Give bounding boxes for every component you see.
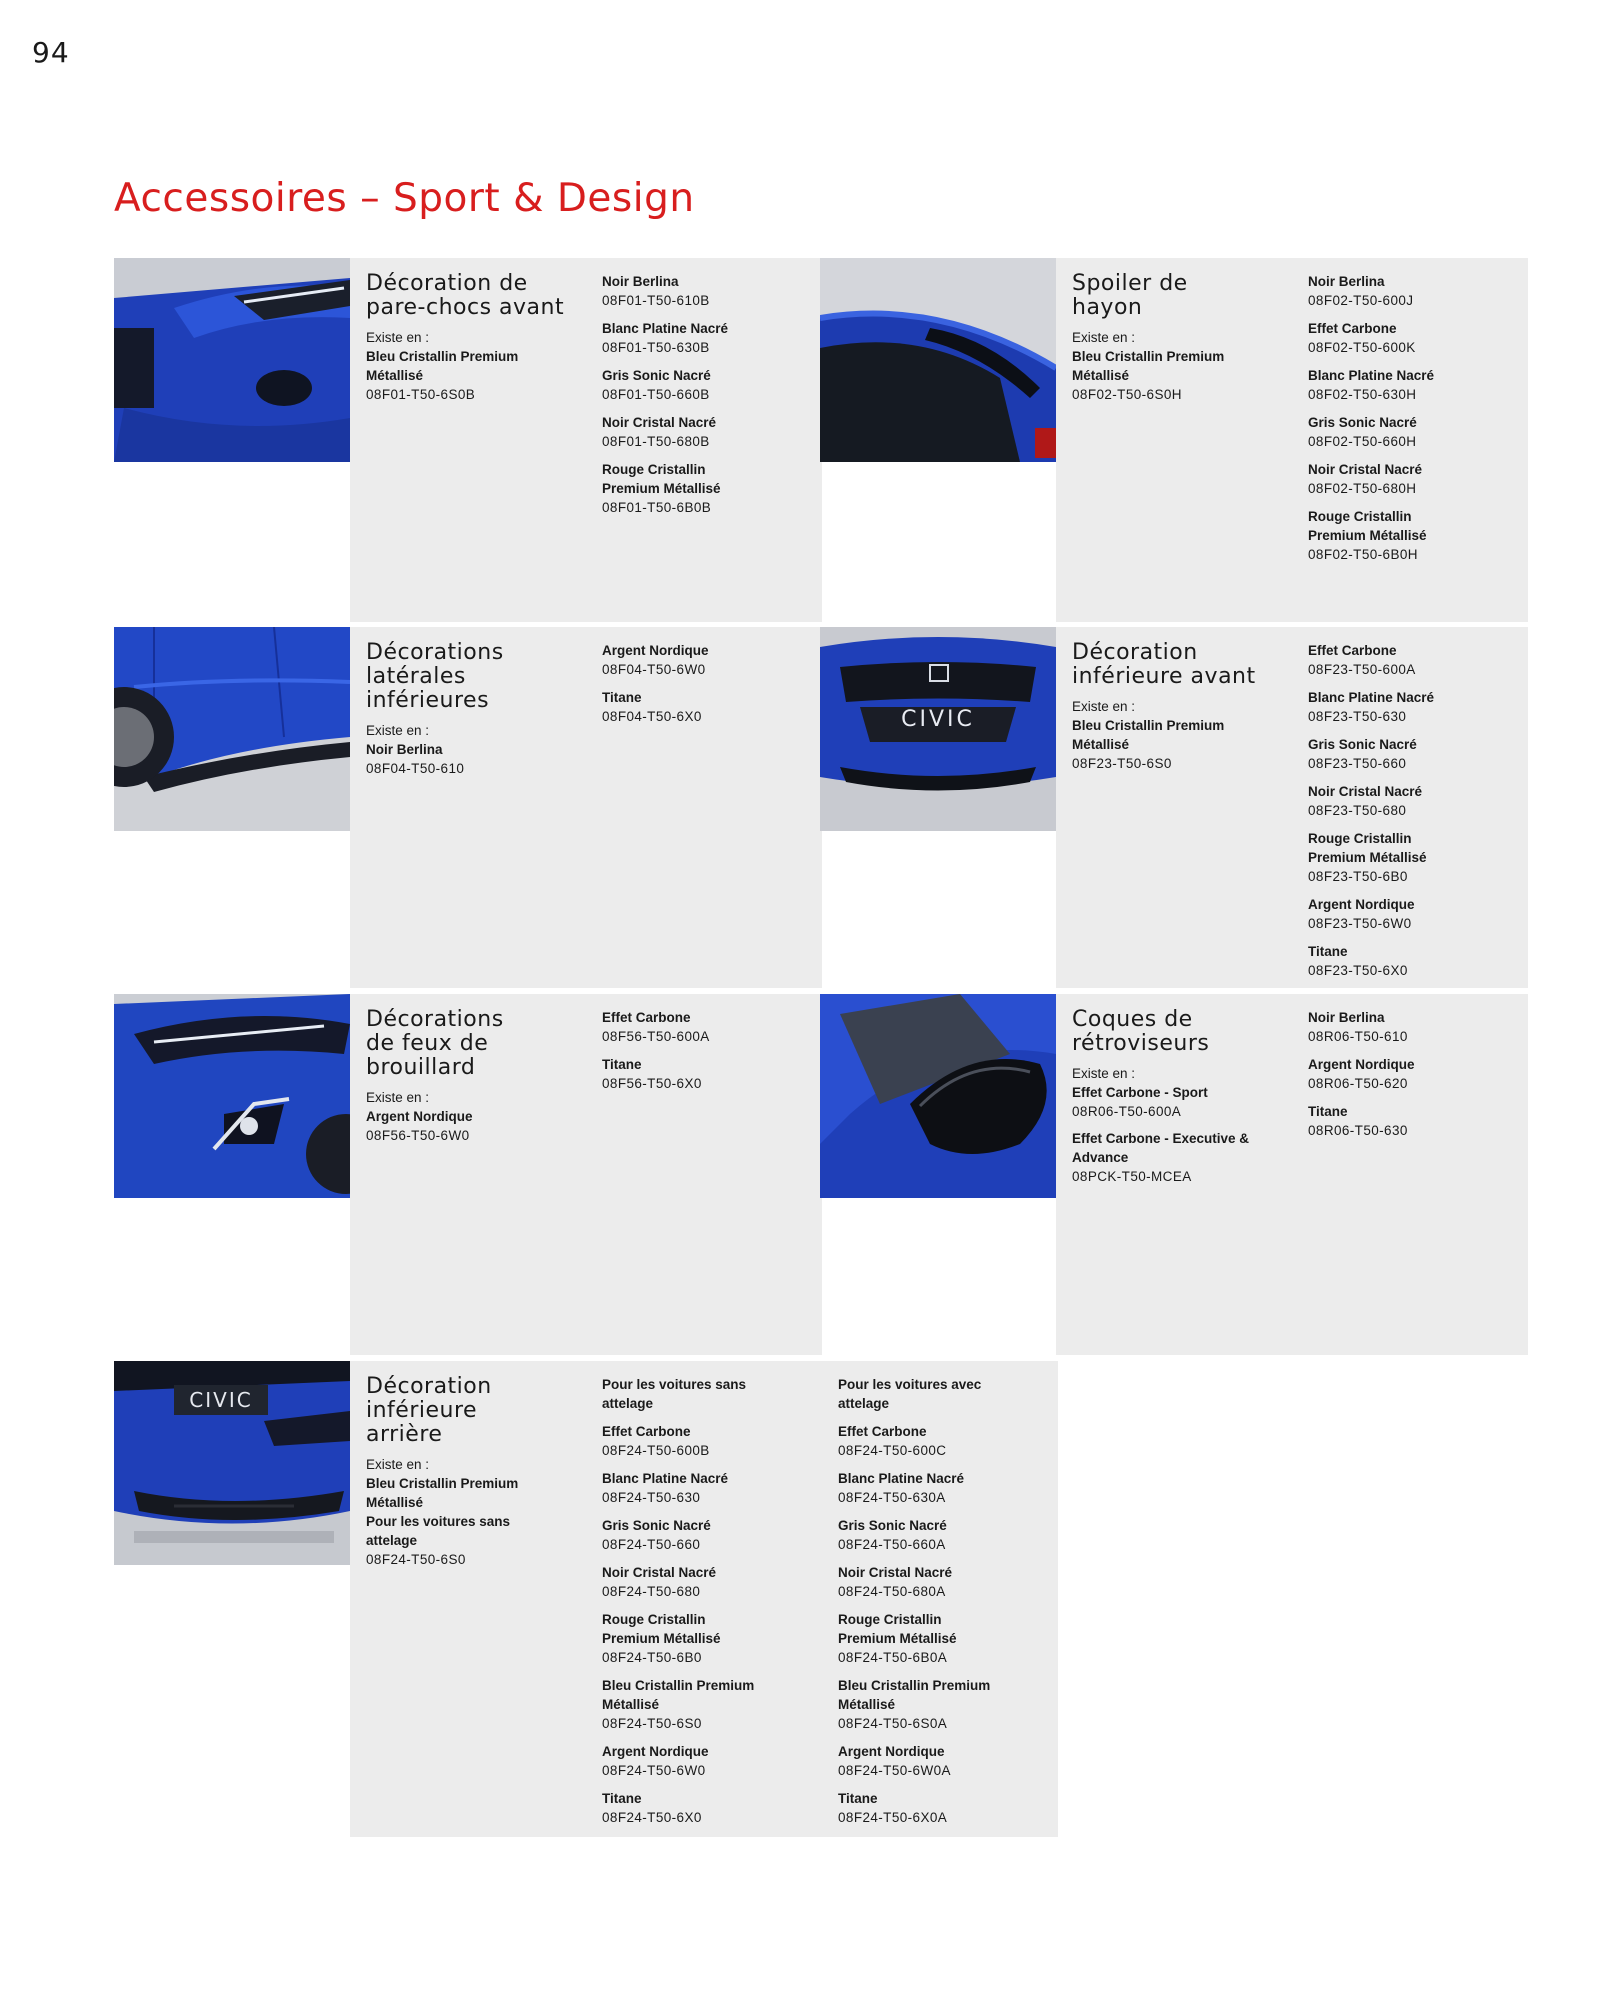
exists-label: Existe en : bbox=[366, 1090, 430, 1105]
variant-code: 08F01-T50-630B bbox=[602, 340, 710, 355]
variant-code: 08F24-T50-6S0A bbox=[838, 1716, 948, 1731]
front-lower-photo bbox=[820, 627, 1056, 831]
variant-color: Rouge Cristallin Premium Métallisé bbox=[1308, 831, 1427, 865]
exists-code: 08F24-T50-6S0 bbox=[366, 1552, 466, 1567]
exists-note: Pour les voitures sans attelage bbox=[366, 1514, 511, 1548]
exists-code: 08PCK-T50-MCEA bbox=[1072, 1169, 1192, 1184]
variant-code: 08F01-T50-660B bbox=[602, 387, 710, 402]
exists-code: 08F02-T50-6S0H bbox=[1072, 387, 1182, 402]
variant-color: Argent Nordique bbox=[602, 1744, 709, 1759]
variant-code: 08F01-T50-680B bbox=[602, 434, 710, 449]
column-heading: Pour les voitures avec attelage bbox=[838, 1377, 982, 1411]
item-title: Décorations latérales inférieures bbox=[366, 640, 504, 713]
exists-label: Existe en : bbox=[366, 723, 430, 738]
variant-code: 08F24-T50-600B bbox=[602, 1443, 710, 1458]
exists-code: 08F56-T50-6W0 bbox=[366, 1128, 470, 1143]
variant-color: Effet Carbone bbox=[1308, 321, 1397, 336]
variant-code: 08F24-T50-630A bbox=[838, 1490, 946, 1505]
variant-color: Noir Berlina bbox=[1308, 274, 1385, 289]
exists-code: 08F23-T50-6S0 bbox=[1072, 756, 1172, 771]
exists-color: Bleu Cristallin Premium Métallisé bbox=[366, 349, 519, 383]
variant-code: 08F02-T50-600J bbox=[1308, 293, 1414, 308]
variant-color: Noir Berlina bbox=[1308, 1010, 1385, 1025]
item-title: Décoration inférieure arrière bbox=[366, 1374, 492, 1447]
variant-color: Gris Sonic Nacré bbox=[602, 368, 711, 383]
column-heading: Pour les voitures sans attelage bbox=[602, 1377, 747, 1411]
variant-code: 08F56-T50-6X0 bbox=[602, 1076, 702, 1091]
variant-color: Effet Carbone bbox=[602, 1010, 691, 1025]
exists-color: Effet Carbone - Sport bbox=[1072, 1085, 1208, 1100]
variant-color: Rouge Cristallin Premium Métallisé bbox=[838, 1612, 957, 1646]
tailgate-spoiler-photo bbox=[820, 258, 1056, 462]
variant-color: Titane bbox=[602, 1791, 642, 1806]
variant-code: 08F24-T50-6W0 bbox=[602, 1763, 706, 1778]
variant-color: Gris Sonic Nacré bbox=[838, 1518, 947, 1533]
variant-color: Noir Cristal Nacré bbox=[602, 1565, 717, 1580]
variant-code: 08F24-T50-6S0 bbox=[602, 1716, 702, 1731]
variant-code: 08F02-T50-600K bbox=[1308, 340, 1416, 355]
front-bumper-photo bbox=[114, 258, 350, 462]
page-title: Accessoires – Sport & Design bbox=[114, 176, 695, 221]
exists-color: Effet Carbone - Executive & Advance bbox=[1072, 1131, 1250, 1165]
badge-text: CIVIC bbox=[901, 707, 975, 732]
variant-code: 08F04-T50-6W0 bbox=[602, 662, 706, 677]
variant-color: Blanc Platine Nacré bbox=[602, 1471, 729, 1486]
variant-code: 08F23-T50-6W0 bbox=[1308, 916, 1412, 931]
variant-code: 08F24-T50-660 bbox=[602, 1537, 701, 1552]
badge-text: CIVIC bbox=[174, 1385, 268, 1415]
exists-code: 08F04-T50-610 bbox=[366, 761, 465, 776]
variant-code: 08F23-T50-680 bbox=[1308, 803, 1407, 818]
variant-color: Argent Nordique bbox=[838, 1744, 945, 1759]
page-number: 94 bbox=[32, 36, 70, 69]
exists-color: Noir Berlina bbox=[366, 742, 443, 757]
item-title: Décorations de feux de brouillard bbox=[366, 1007, 504, 1080]
exists-label: Existe en : bbox=[1072, 1066, 1136, 1081]
item-title: Coques de rétroviseurs bbox=[1072, 1007, 1210, 1056]
variant-color: Noir Cristal Nacré bbox=[602, 415, 717, 430]
variant-code: 08F24-T50-6X0 bbox=[602, 1810, 702, 1825]
rear-lower-photo bbox=[114, 1361, 350, 1565]
variant-color: Argent Nordique bbox=[602, 643, 709, 658]
variant-code: 08F24-T50-6B0A bbox=[838, 1650, 948, 1665]
variant-code: 08F01-T50-6B0B bbox=[602, 500, 712, 515]
variant-code: 08F24-T50-6X0A bbox=[838, 1810, 948, 1825]
variant-code: 08F23-T50-6X0 bbox=[1308, 963, 1408, 978]
variant-code: 08F24-T50-600C bbox=[838, 1443, 947, 1458]
item-title: Décoration de pare-chocs avant bbox=[366, 271, 565, 320]
variant-code: 08F24-T50-6W0A bbox=[838, 1763, 951, 1778]
variant-color: Blanc Platine Nacré bbox=[1308, 690, 1435, 705]
variant-code: 08F24-T50-6B0 bbox=[602, 1650, 702, 1665]
item-title: Décoration inférieure avant bbox=[1072, 640, 1256, 689]
mirror-cap-photo bbox=[820, 994, 1056, 1198]
variant-color: Gris Sonic Nacré bbox=[602, 1518, 711, 1533]
variant-color: Rouge Cristallin Premium Métallisé bbox=[1308, 509, 1427, 543]
variant-color: Blanc Platine Nacré bbox=[1308, 368, 1435, 383]
variant-code: 08F23-T50-630 bbox=[1308, 709, 1407, 724]
variant-color: Noir Cristal Nacré bbox=[1308, 462, 1423, 477]
variant-code: 08F02-T50-6B0H bbox=[1308, 547, 1418, 562]
variant-code: 08F23-T50-6B0 bbox=[1308, 869, 1408, 884]
variant-code: 08R06-T50-620 bbox=[1308, 1076, 1408, 1091]
variant-color: Noir Cristal Nacré bbox=[838, 1565, 953, 1580]
variant-code: 08F01-T50-610B bbox=[602, 293, 710, 308]
variant-color: Effet Carbone bbox=[1308, 643, 1397, 658]
variant-color: Noir Cristal Nacré bbox=[1308, 784, 1423, 799]
exists-color: Argent Nordique bbox=[366, 1109, 473, 1124]
variant-color: Gris Sonic Nacré bbox=[1308, 415, 1417, 430]
variant-color: Bleu Cristallin Premium Métallisé bbox=[602, 1678, 755, 1712]
variant-code: 08F23-T50-600A bbox=[1308, 662, 1416, 677]
variant-color: Noir Berlina bbox=[602, 274, 679, 289]
variant-color: Rouge Cristallin Premium Métallisé bbox=[602, 1612, 721, 1646]
variant-code: 08R06-T50-630 bbox=[1308, 1123, 1408, 1138]
variant-code: 08F56-T50-600A bbox=[602, 1029, 710, 1044]
variant-code: 08F24-T50-680 bbox=[602, 1584, 701, 1599]
variant-code: 08F04-T50-6X0 bbox=[602, 709, 702, 724]
variant-color: Bleu Cristallin Premium Métallisé bbox=[838, 1678, 991, 1712]
exists-color: Bleu Cristallin Premium Métallisé bbox=[1072, 349, 1225, 383]
fog-light-photo bbox=[114, 994, 350, 1198]
item-title: Spoiler de hayon bbox=[1072, 271, 1188, 320]
exists-label: Existe en : bbox=[1072, 330, 1136, 345]
variant-code: 08F02-T50-630H bbox=[1308, 387, 1417, 402]
variant-code: 08R06-T50-610 bbox=[1308, 1029, 1408, 1044]
variant-color: Gris Sonic Nacré bbox=[1308, 737, 1417, 752]
variant-color: Titane bbox=[1308, 944, 1348, 959]
exists-color: Bleu Cristallin Premium Métallisé bbox=[1072, 718, 1225, 752]
side-skirt-photo bbox=[114, 627, 350, 831]
variant-color: Titane bbox=[1308, 1104, 1348, 1119]
variant-color: Blanc Platine Nacré bbox=[838, 1471, 965, 1486]
exists-code: 08R06-T50-600A bbox=[1072, 1104, 1182, 1119]
variant-color: Rouge Cristallin Premium Métallisé bbox=[602, 462, 721, 496]
variant-color: Effet Carbone bbox=[602, 1424, 691, 1439]
variant-code: 08F24-T50-660A bbox=[838, 1537, 946, 1552]
variant-color: Effet Carbone bbox=[838, 1424, 927, 1439]
variant-color: Blanc Platine Nacré bbox=[602, 321, 729, 336]
variant-code: 08F24-T50-630 bbox=[602, 1490, 701, 1505]
variant-code: 08F02-T50-660H bbox=[1308, 434, 1417, 449]
exists-label: Existe en : bbox=[366, 1457, 430, 1472]
variant-color: Argent Nordique bbox=[1308, 897, 1415, 912]
exists-color: Bleu Cristallin Premium Métallisé bbox=[366, 1476, 519, 1510]
variant-color: Titane bbox=[602, 690, 642, 705]
variant-color: Titane bbox=[838, 1791, 878, 1806]
variant-code: 08F02-T50-680H bbox=[1308, 481, 1417, 496]
exists-code: 08F01-T50-6S0B bbox=[366, 387, 476, 402]
variant-code: 08F23-T50-660 bbox=[1308, 756, 1407, 771]
exists-label: Existe en : bbox=[1072, 699, 1136, 714]
variant-color: Titane bbox=[602, 1057, 642, 1072]
variant-color: Argent Nordique bbox=[1308, 1057, 1415, 1072]
exists-label: Existe en : bbox=[366, 330, 430, 345]
variant-code: 08F24-T50-680A bbox=[838, 1584, 946, 1599]
